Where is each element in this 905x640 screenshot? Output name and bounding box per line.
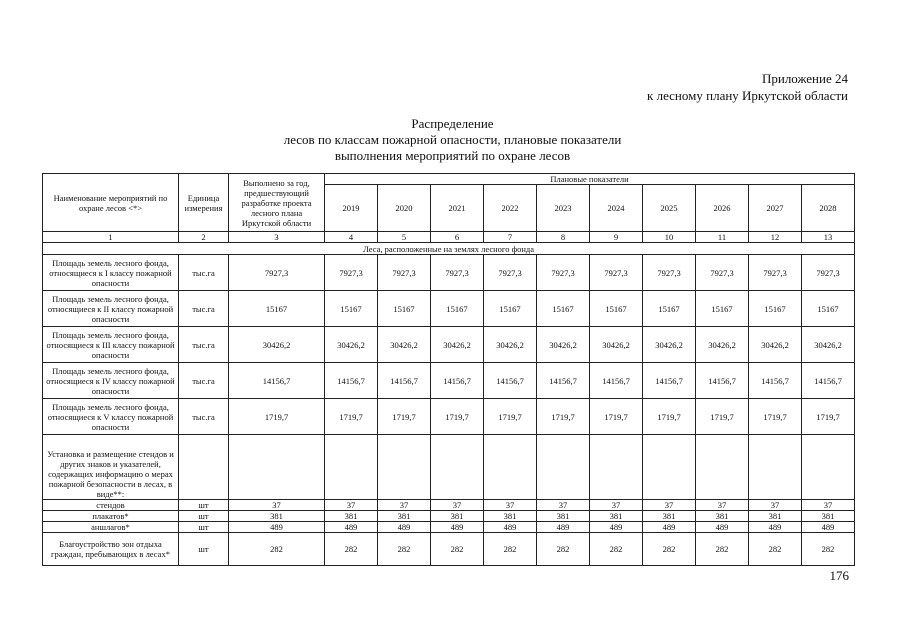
row-value: 7927,3: [431, 255, 484, 291]
table-section-row: [43, 243, 855, 255]
row-value: 37: [590, 500, 643, 511]
row-name: Площадь земель лесного фонда, относящиеся к I классу пожарной опасности: [43, 255, 179, 291]
row-unit: тыс.га: [179, 255, 229, 291]
row-value: 1719,7: [749, 399, 802, 435]
row-value: 282: [431, 533, 484, 566]
section-title: Леса, расположенные на землях лесного фонда: [43, 243, 855, 255]
header-done: Выполнено за год, предшествующий разработке проекта лесного плана Иркутской области: [229, 174, 325, 232]
header-year: 2020: [378, 185, 431, 232]
table-row: [43, 255, 855, 291]
table-header-row-1: [43, 174, 855, 185]
table-row: [43, 511, 855, 522]
row-value: 15167: [749, 291, 802, 327]
row-value: 15167: [590, 291, 643, 327]
row-value: 1719,7: [484, 399, 537, 435]
column-number: 4: [325, 232, 378, 243]
row-value: [749, 435, 802, 500]
row-value: 37: [378, 500, 431, 511]
table-row: [43, 327, 855, 363]
appendix-line-2: к лесному плану Иркутской области: [647, 88, 848, 103]
row-value: 489: [378, 522, 431, 533]
row-name: Благоустройство зон отдыха граждан, пребывающих в лесах*: [43, 533, 179, 566]
row-value: 15167: [537, 291, 590, 327]
row-value: 14156,7: [378, 363, 431, 399]
row-value: 30426,2: [643, 327, 696, 363]
row-name: Установка и размещение стендов и других знаков и указателей, содержащих информацию о мерах пожарной безопасности в лесах, в виде**:: [43, 435, 179, 500]
row-value: 14156,7: [537, 363, 590, 399]
row-done: 282: [229, 533, 325, 566]
row-value: [696, 435, 749, 500]
column-number: 3: [229, 232, 325, 243]
row-done: 37: [229, 500, 325, 511]
row-value: 489: [802, 522, 855, 533]
row-value: 30426,2: [749, 327, 802, 363]
row-unit: тыс.га: [179, 291, 229, 327]
header-year: 2027: [749, 185, 802, 232]
column-number: 12: [749, 232, 802, 243]
header-year: 2028: [802, 185, 855, 232]
column-number: 11: [696, 232, 749, 243]
column-number: 13: [802, 232, 855, 243]
row-name: Площадь земель лесного фонда, относящиеся к V классу пожарной опасности: [43, 399, 179, 435]
heading-line-2: лесов по классам пожарной опасности, плановые показатели: [283, 132, 622, 147]
row-value: 381: [802, 511, 855, 522]
row-value: 14156,7: [749, 363, 802, 399]
row-value: 282: [590, 533, 643, 566]
row-value: 282: [325, 533, 378, 566]
row-value: 282: [749, 533, 802, 566]
page-number: 176: [829, 568, 849, 583]
table-row: [43, 522, 855, 533]
row-value: 489: [749, 522, 802, 533]
header-name: Наименование мероприятий по охране лесов <*>: [43, 174, 179, 232]
row-value: 489: [325, 522, 378, 533]
row-value: [325, 435, 378, 500]
row-value: 282: [696, 533, 749, 566]
row-value: 1719,7: [378, 399, 431, 435]
table-row: [43, 291, 855, 327]
column-number: 5: [378, 232, 431, 243]
row-value: 1719,7: [325, 399, 378, 435]
row-value: 381: [537, 511, 590, 522]
row-done: 7927,3: [229, 255, 325, 291]
row-value: 37: [802, 500, 855, 511]
row-value: [431, 435, 484, 500]
row-value: [484, 435, 537, 500]
row-value: 1719,7: [537, 399, 590, 435]
row-value: 7927,3: [696, 255, 749, 291]
row-value: 15167: [325, 291, 378, 327]
row-value: [378, 435, 431, 500]
row-name: Площадь земель лесного фонда, относящиеся к III классу пожарной опасности: [43, 327, 179, 363]
row-value: 282: [643, 533, 696, 566]
fire-hazard-table: [42, 173, 855, 566]
row-value: 14156,7: [484, 363, 537, 399]
table-row: [43, 500, 855, 511]
row-value: 37: [696, 500, 749, 511]
row-unit: тыс.га: [179, 363, 229, 399]
row-value: 489: [696, 522, 749, 533]
row-value: 7927,3: [643, 255, 696, 291]
row-unit: шт: [179, 500, 229, 511]
header-year: 2021: [431, 185, 484, 232]
row-value: 1719,7: [802, 399, 855, 435]
row-value: 15167: [802, 291, 855, 327]
row-value: 381: [484, 511, 537, 522]
row-value: 381: [643, 511, 696, 522]
row-value: 381: [325, 511, 378, 522]
row-value: 14156,7: [802, 363, 855, 399]
row-value: 15167: [643, 291, 696, 327]
row-value: 30426,2: [590, 327, 643, 363]
appendix-note: [647, 70, 848, 104]
header-year: 2024: [590, 185, 643, 232]
row-name: стендов: [43, 500, 179, 511]
row-unit: тыс.га: [179, 327, 229, 363]
row-value: 15167: [484, 291, 537, 327]
column-number: 9: [590, 232, 643, 243]
row-name: Площадь земель лесного фонда, относящиеся к II классу пожарной опасности: [43, 291, 179, 327]
column-number: 2: [179, 232, 229, 243]
row-value: 1719,7: [431, 399, 484, 435]
row-value: 7927,3: [484, 255, 537, 291]
row-name: аншлагов*: [43, 522, 179, 533]
row-value: 282: [802, 533, 855, 566]
row-value: [802, 435, 855, 500]
row-value: 37: [643, 500, 696, 511]
row-done: 30426,2: [229, 327, 325, 363]
row-value: 15167: [696, 291, 749, 327]
row-value: 489: [484, 522, 537, 533]
row-value: [590, 435, 643, 500]
row-value: 37: [484, 500, 537, 511]
row-value: 7927,3: [802, 255, 855, 291]
heading-line-1: Распределение: [411, 116, 494, 131]
row-value: 489: [537, 522, 590, 533]
row-done: 14156,7: [229, 363, 325, 399]
row-value: 15167: [378, 291, 431, 327]
row-value: 7927,3: [378, 255, 431, 291]
row-value: 1719,7: [696, 399, 749, 435]
row-done: 15167: [229, 291, 325, 327]
row-value: [643, 435, 696, 500]
row-done: 1719,7: [229, 399, 325, 435]
row-value: 14156,7: [325, 363, 378, 399]
table-row: [43, 399, 855, 435]
row-value: 14156,7: [643, 363, 696, 399]
appendix-line-1: Приложение 24: [761, 71, 848, 86]
row-unit: шт: [179, 522, 229, 533]
heading-line-3: выполнения мероприятий по охране лесов: [334, 148, 571, 163]
row-name: плакатов*: [43, 511, 179, 522]
row-value: 30426,2: [537, 327, 590, 363]
row-value: 1719,7: [643, 399, 696, 435]
row-value: 282: [484, 533, 537, 566]
row-value: 381: [431, 511, 484, 522]
row-value: 282: [378, 533, 431, 566]
row-value: 14156,7: [696, 363, 749, 399]
row-value: 30426,2: [696, 327, 749, 363]
table-row: [43, 435, 855, 500]
row-value: 37: [325, 500, 378, 511]
row-value: 7927,3: [537, 255, 590, 291]
row-value: 381: [696, 511, 749, 522]
row-value: 489: [643, 522, 696, 533]
row-value: 15167: [431, 291, 484, 327]
column-number: 1: [43, 232, 179, 243]
table-row: [43, 363, 855, 399]
row-unit: шт: [179, 533, 229, 566]
row-unit: шт: [179, 511, 229, 522]
row-value: 489: [431, 522, 484, 533]
row-value: 381: [749, 511, 802, 522]
row-value: 30426,2: [378, 327, 431, 363]
row-unit: [179, 435, 229, 500]
header-year: 2025: [643, 185, 696, 232]
column-number: 6: [431, 232, 484, 243]
row-value: 7927,3: [749, 255, 802, 291]
row-value: [537, 435, 590, 500]
row-unit: тыс.га: [179, 399, 229, 435]
row-value: 37: [431, 500, 484, 511]
header-year: 2023: [537, 185, 590, 232]
row-value: 37: [749, 500, 802, 511]
header-year: 2026: [696, 185, 749, 232]
document-heading: [0, 116, 905, 164]
row-value: 489: [590, 522, 643, 533]
row-value: 14156,7: [590, 363, 643, 399]
row-done: 489: [229, 522, 325, 533]
row-value: 381: [590, 511, 643, 522]
row-done: [229, 435, 325, 500]
column-number: 7: [484, 232, 537, 243]
row-name: Площадь земель лесного фонда, относящиеся к IV классу пожарной опасности: [43, 363, 179, 399]
column-number: 8: [537, 232, 590, 243]
header-year: 2022: [484, 185, 537, 232]
column-number: 10: [643, 232, 696, 243]
row-value: 30426,2: [325, 327, 378, 363]
row-value: 282: [537, 533, 590, 566]
row-value: 30426,2: [802, 327, 855, 363]
row-value: 14156,7: [431, 363, 484, 399]
row-value: 30426,2: [431, 327, 484, 363]
header-plan: Плановые показатели: [325, 174, 855, 185]
row-value: 37: [537, 500, 590, 511]
row-value: 7927,3: [325, 255, 378, 291]
table-column-numbers: [43, 232, 855, 243]
header-year: 2019: [325, 185, 378, 232]
row-value: 1719,7: [590, 399, 643, 435]
table-row: [43, 533, 855, 566]
row-done: 381: [229, 511, 325, 522]
row-value: 381: [378, 511, 431, 522]
row-value: 30426,2: [484, 327, 537, 363]
row-value: 7927,3: [590, 255, 643, 291]
header-unit: Единица измерения: [179, 174, 229, 232]
